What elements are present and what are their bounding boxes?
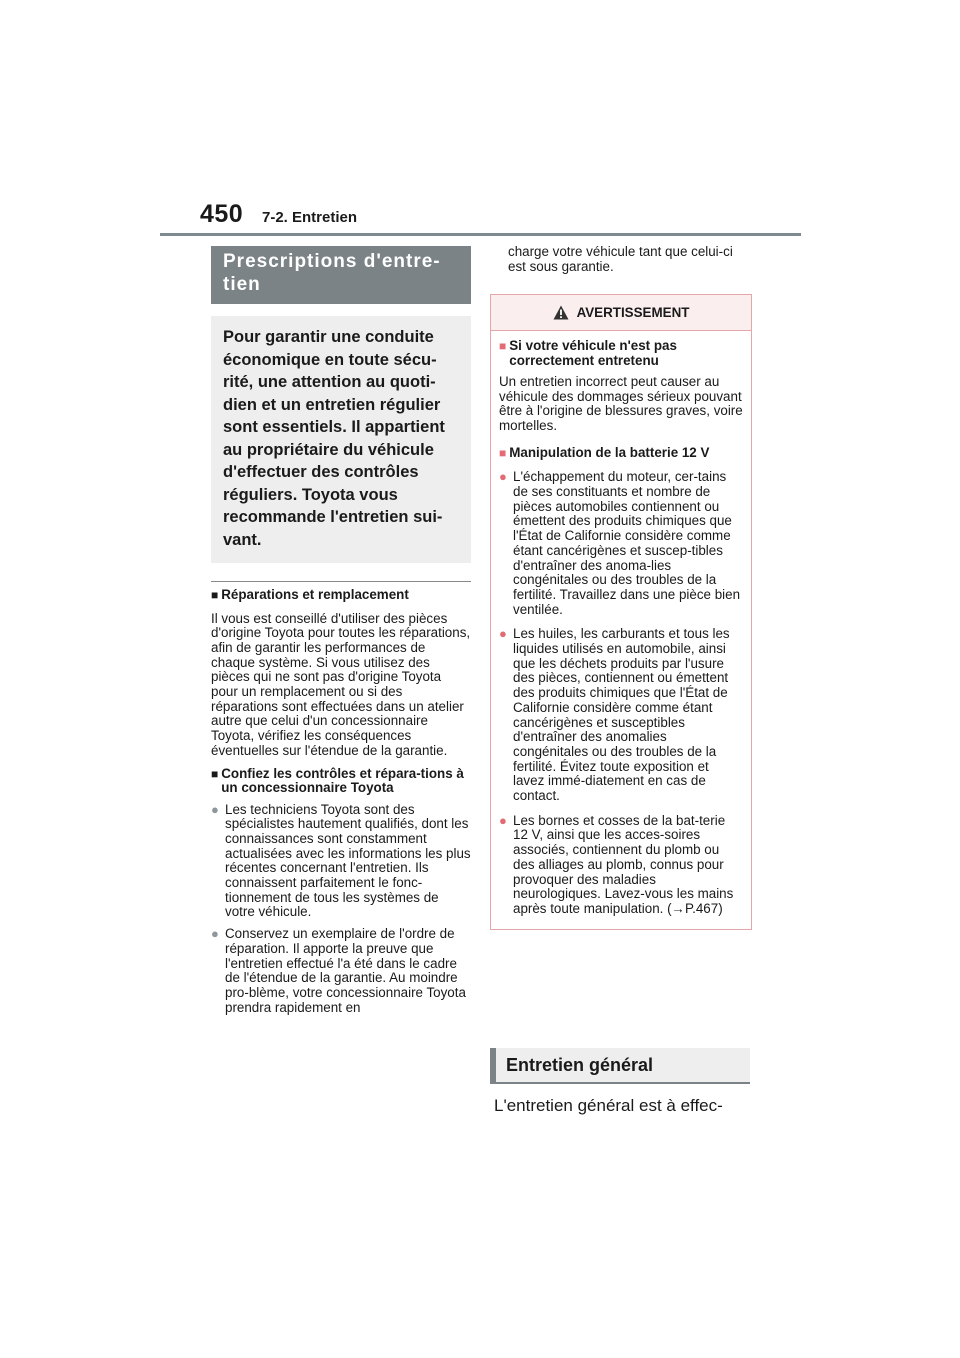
- repairs-heading-text: Réparations et remplacement: [221, 587, 409, 602]
- maintenance-warning-text: Un entretien incorrect peut causer au véhicule des dommages sérieux pouvant être à l'origine de blessures graves, voire mortelles.: [499, 374, 743, 434]
- list-item-text: Les techniciens Toyota sont des spécialistes hautement qualifiés, dont les connaissances sont constamment actualisées avec les informations les plus récentes concernant l'entretien. Ils connaissent parfaitement le fonc-tionnement de tous les systèmes de votre véhicule.: [225, 801, 471, 920]
- list-item: [499, 814, 743, 917]
- square-bullet-icon: ■: [211, 588, 219, 602]
- round-bullet-icon: ●: [499, 812, 507, 828]
- list-item: [499, 470, 743, 617]
- list-item-text: Conservez un exemplaire de l'ordre de réparation. Il apporte la preuve que l'entretien effectué l'a été dans le cadre de l'étendue de la garantie. Au moindre pro-blème, votre concessionnaire Toyota prendra rapidement en: [225, 926, 466, 1015]
- list-item: [211, 803, 471, 921]
- warning-triangle-icon: [553, 305, 569, 320]
- round-bullet-icon: ●: [211, 801, 219, 817]
- warning-body: [491, 331, 751, 929]
- repairs-heading: [211, 588, 471, 603]
- list-item-text: L'échappement du moteur, cer-tains de ses constituants et nombre de pièces automobiles contiennent ou émettent des produits chimiques que l'État de Californie considère comme étant cancérigènes et suscep-tibles d'entraîner des anoma-lies congénitales ou des troubles de la fertilité. Travaillez dans une pièce bien ventilée.: [513, 469, 741, 617]
- square-bullet-icon: ■: [499, 339, 507, 353]
- page-number: 450: [200, 200, 244, 228]
- round-bullet-icon: ●: [211, 926, 219, 942]
- dealer-heading-text: Confiez les contrôles et répara-tions à un concessionnaire Toyota: [221, 765, 464, 796]
- continuation-text: charge votre véhicule tant que celui-ci est sous garantie.: [508, 244, 733, 274]
- list-item: [499, 627, 743, 803]
- column-divider: [211, 581, 471, 582]
- list-item-text: Les huiles, les carburants et tous les liquides utilisés en automobile, ainsi que les déchets produits par l'usure des pièces, contiennent ou émettent des produits chimiques que l'État de Californie considère comme étant cancérigènes et susceptibles d'entraîner des anomalies congénitales ou des troubles de la fertilité. Évitez toute exposition et lavez immé-diatement en cas de contact.: [513, 626, 730, 804]
- maintenance-warning-heading-text: Si votre véhicule n'est pas correctement entretenu: [509, 338, 677, 368]
- header-rule: [160, 233, 801, 236]
- warning-header: [491, 295, 751, 331]
- general-heading-rule: [490, 1082, 750, 1084]
- round-bullet-icon: ●: [499, 626, 507, 642]
- dealer-heading: [211, 767, 471, 796]
- section-title: 7-2. Entretien: [262, 209, 358, 226]
- round-bullet-icon: ●: [499, 469, 507, 485]
- left-column: [211, 246, 471, 1015]
- list-item-text[interactable]: Les bornes et cosses de la bat-terie 12 V, ainsi que les acces-soires associés, contiennent du plomb ou des alliages au plomb, connus pour provoquer des maladies neurologiques. Lavez-vous les mains après toute manipulation. (→P.467): [513, 812, 734, 916]
- general-maintenance-title: Entretien général: [506, 1055, 654, 1075]
- general-maintenance-text: L'entretien général est à effec-: [494, 1096, 723, 1115]
- maintenance-warning-heading: [499, 339, 743, 368]
- general-maintenance-heading: [490, 1048, 750, 1082]
- warning-box: [490, 294, 752, 930]
- square-bullet-icon: ■: [499, 445, 507, 460]
- maintenance-requirements-title: Prescriptions d'entre-tien: [211, 246, 471, 304]
- list-item: [211, 927, 471, 1015]
- battery-heading: [499, 446, 743, 461]
- square-bullet-icon: ■: [211, 766, 219, 781]
- warning-title: AVERTISSEMENT: [576, 305, 690, 320]
- battery-heading-text: Manipulation de la batterie 12 V: [509, 444, 710, 460]
- repairs-paragraph: Il vous est conseillé d'utiliser des pièces d'origine Toyota pour toutes les réparations, afin de garantir les performances de chaque système. Si vous utilisez des pièces qui ne sont pas d'origine Toyota pour un remplacement ou si des réparations sont effectuées dans un atelier autre que celui d'un concessionnaire Toyota, vérifiez les conséquences éventuelles sur l'étendue de la garantie.: [211, 610, 471, 758]
- intro-box: Pour garantir une conduite économique en toute sécu-rité, une attention au quoti-dien et un entretien régulier sont essentiels. Il appartient au propriétaire du véhicule d'effectuer des contrôles réguliers. Toyota vous recommande l'entretien sui-vant.: [211, 316, 471, 563]
